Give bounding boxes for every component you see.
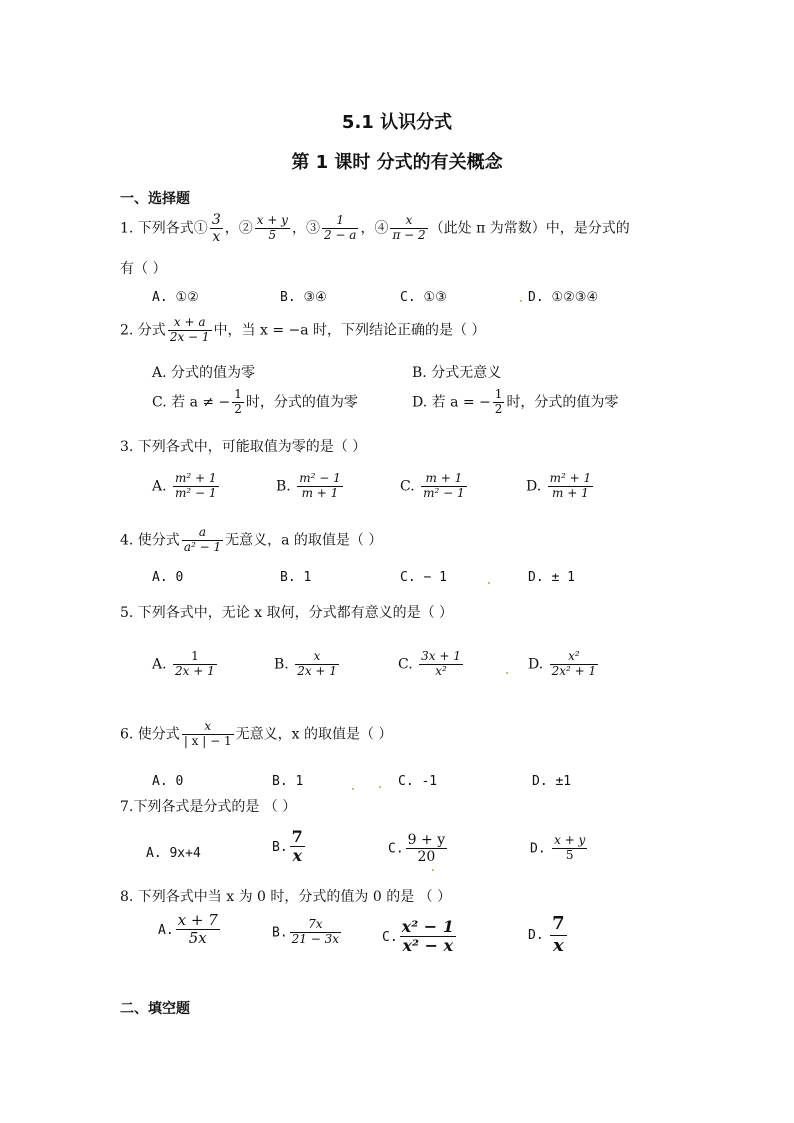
denominator: 2x − 1 bbox=[169, 329, 210, 344]
denominator: x² bbox=[419, 664, 463, 679]
scan-speck bbox=[506, 672, 508, 674]
denominator: 2x² + 1 bbox=[551, 663, 597, 678]
question-2 bbox=[120, 316, 486, 345]
q5-option-c bbox=[398, 650, 465, 679]
q1-label: 1. 下列各式① bbox=[120, 220, 208, 237]
q4-label: 4. 使分式 bbox=[120, 532, 180, 549]
option-letter: C. bbox=[400, 478, 415, 495]
q6-label: 6. 使分式 bbox=[120, 726, 180, 743]
q7-label: 7.下列各式是分式的是 （ ） bbox=[120, 799, 297, 815]
option-fraction bbox=[297, 472, 343, 501]
q8-option-a bbox=[158, 912, 222, 948]
q8-label: 8. 下列各式中当 x 为 0 时，分式的值为 0 的是 （ ） bbox=[120, 889, 452, 905]
q1-sep-2: ，② bbox=[224, 220, 253, 237]
q2-d-prefix: D. 若 a = − bbox=[412, 394, 491, 411]
numerator: m² + 1 bbox=[549, 471, 592, 485]
denominator: 2 bbox=[494, 401, 503, 416]
q7-option-d bbox=[530, 834, 589, 863]
option-fraction bbox=[552, 834, 587, 863]
q1-fraction-3 bbox=[322, 214, 358, 243]
option-fraction bbox=[176, 912, 220, 948]
scan-speck bbox=[488, 582, 490, 584]
numerator: x bbox=[313, 649, 321, 663]
q2-c-fraction bbox=[232, 388, 244, 417]
page-title: 5.1 认识分式 bbox=[341, 112, 453, 133]
denominator: 2x + 1 bbox=[297, 663, 337, 678]
numerator: x² − 1 bbox=[401, 917, 454, 936]
q4-option-a: A. 0 bbox=[152, 570, 184, 585]
option-fraction bbox=[548, 472, 594, 501]
denominator: x bbox=[210, 228, 223, 245]
q3-option-b bbox=[276, 472, 345, 501]
q8-option-c bbox=[382, 918, 458, 956]
option-letter: B. bbox=[274, 656, 289, 673]
option-fraction bbox=[173, 650, 217, 679]
denominator: m² − 1 bbox=[423, 485, 465, 500]
numerator: 7 bbox=[291, 827, 303, 846]
scan-speck bbox=[520, 300, 522, 302]
q4-option-d: D. ± 1 bbox=[528, 570, 575, 585]
q8-option-b bbox=[272, 918, 343, 947]
denominator: m + 1 bbox=[297, 486, 343, 501]
numerator: x² bbox=[568, 649, 580, 663]
q2-tail: 中，当 x = −a 时，下列结论正确的是（ ） bbox=[213, 322, 486, 339]
option-letter: D. bbox=[530, 841, 546, 857]
q6-fraction bbox=[182, 720, 234, 749]
denominator: m² − 1 bbox=[175, 485, 217, 500]
numerator: 1 bbox=[494, 387, 503, 401]
q5-option-a bbox=[152, 650, 219, 679]
q7-option-b bbox=[272, 828, 307, 866]
q2-d-suffix: 时，分式的值为零 bbox=[506, 394, 619, 411]
q1-option-d: D. ①②③④ bbox=[528, 290, 599, 305]
option-letter: D. bbox=[528, 656, 544, 673]
option-fraction bbox=[290, 918, 341, 947]
numerator: x + 7 bbox=[177, 911, 218, 929]
option-letter: B. bbox=[276, 478, 291, 495]
option-letter: A. bbox=[158, 922, 174, 938]
q1-fraction-1 bbox=[210, 212, 223, 245]
q5-label: 5. 下列各式中，无论 x 取何，分式都有意义的是（ ） bbox=[120, 605, 454, 621]
denominator: m + 1 bbox=[548, 486, 594, 501]
numerator: x + a bbox=[173, 315, 206, 329]
option-letter: B. bbox=[272, 925, 288, 941]
scan-speck bbox=[432, 869, 434, 871]
q1-option-c: C. ①③ bbox=[400, 290, 447, 305]
q3-option-c bbox=[400, 472, 469, 501]
q6-tail: 无意义，x 的取值是（ ） bbox=[235, 726, 393, 743]
q1-sep-4: ，④ bbox=[360, 220, 389, 237]
option-letter: C. bbox=[398, 656, 413, 673]
q1-sep-3: ，③ bbox=[291, 220, 320, 237]
numerator: 9 + y bbox=[407, 832, 446, 848]
scan-speck bbox=[352, 788, 354, 790]
q4-tail: 无意义，a 的取值是（ ） bbox=[225, 532, 383, 549]
q2-d-fraction bbox=[493, 388, 505, 417]
numerator: a bbox=[198, 525, 207, 539]
q3-label: 3. 下列各式中，可能取值为零的是（ ） bbox=[120, 439, 367, 455]
option-fraction bbox=[419, 650, 463, 679]
denominator: a² − 1 bbox=[183, 539, 222, 554]
q2-option-a: A. 分式的值为零 bbox=[152, 365, 256, 381]
page-subtitle: 第 1 课时 分式的有关概念 bbox=[291, 152, 503, 173]
numerator: 3 bbox=[211, 212, 221, 228]
option-letter: C. bbox=[382, 929, 398, 945]
section-heading-fill: 二、填空题 bbox=[120, 1001, 190, 1017]
q3-option-d bbox=[526, 472, 595, 501]
question-4 bbox=[120, 526, 382, 555]
q6-option-c: C. -1 bbox=[398, 774, 438, 789]
q1-option-b: B. ③④ bbox=[280, 290, 327, 305]
q1-fraction-4 bbox=[390, 214, 427, 243]
numerator: 7x bbox=[308, 917, 323, 931]
numerator: x + y bbox=[554, 833, 586, 847]
numerator: 1 bbox=[234, 387, 242, 401]
q4-option-b: B. 1 bbox=[280, 570, 312, 585]
denominator: 5 bbox=[552, 848, 587, 863]
q2-option-c bbox=[152, 388, 358, 417]
q7-option-c bbox=[388, 832, 449, 865]
option-fraction bbox=[400, 918, 456, 956]
denominator: x bbox=[290, 846, 305, 865]
option-letter: A. bbox=[152, 656, 167, 673]
option-fraction bbox=[406, 832, 447, 865]
denominator: 2 − a bbox=[323, 228, 357, 243]
q6-option-b: B. 1 bbox=[272, 774, 304, 789]
question-6 bbox=[120, 720, 392, 749]
q1-option-a: A. ①② bbox=[152, 290, 199, 305]
q1-line-2: 有（ ） bbox=[120, 261, 167, 277]
denominator: π − 2 bbox=[392, 228, 426, 243]
option-fraction bbox=[550, 650, 599, 679]
option-fraction bbox=[290, 828, 305, 866]
q2-label: 2. 分式 bbox=[120, 322, 166, 339]
option-letter: A. bbox=[152, 478, 167, 495]
q7-option-a: A. 9x+4 bbox=[146, 846, 201, 861]
numerator: x bbox=[204, 719, 212, 733]
denominator: 2x + 1 bbox=[175, 663, 215, 678]
q4-option-c: C. − 1 bbox=[400, 570, 447, 585]
numerator: m² − 1 bbox=[299, 471, 341, 485]
numerator: m² + 1 bbox=[175, 471, 217, 485]
q2-c-prefix: C. 若 a ≠ − bbox=[152, 394, 231, 411]
q2-option-b: B. 分式无意义 bbox=[412, 365, 502, 381]
q1-fraction-2 bbox=[255, 214, 290, 243]
option-letter: D. bbox=[526, 478, 542, 495]
section-heading-choice: 一、选择题 bbox=[120, 191, 190, 207]
option-letter: C. bbox=[388, 841, 404, 857]
numerator: x bbox=[405, 213, 413, 228]
denominator: | x | − 1 bbox=[183, 733, 232, 748]
denominator: 21 − 3x bbox=[291, 931, 340, 946]
denominator: 5x bbox=[176, 929, 220, 947]
denominator: 5 bbox=[255, 228, 290, 243]
q2-fraction bbox=[168, 316, 212, 345]
numerator: 7 bbox=[552, 913, 565, 934]
denominator: 2 bbox=[234, 401, 242, 416]
option-fraction bbox=[295, 650, 339, 679]
numerator: 3x + 1 bbox=[421, 649, 461, 663]
numerator: 1 bbox=[336, 213, 345, 228]
q1-tail: （此处 π 为常数）中，是分式的 bbox=[429, 220, 630, 237]
numerator: x + y bbox=[256, 213, 288, 228]
scan-speck bbox=[379, 786, 381, 788]
q2-option-d bbox=[412, 388, 618, 417]
option-fraction bbox=[173, 472, 219, 501]
q5-option-d bbox=[528, 650, 600, 679]
denominator: 20 bbox=[406, 848, 447, 865]
q2-c-suffix: 时，分式的值为零 bbox=[245, 394, 358, 411]
option-fraction bbox=[421, 472, 467, 501]
q6-option-d: D. ±1 bbox=[532, 774, 572, 789]
numerator: m + 1 bbox=[425, 471, 463, 485]
denominator: x² − x bbox=[400, 936, 456, 955]
q6-option-a: A. 0 bbox=[152, 774, 184, 789]
option-letter: B. bbox=[272, 839, 288, 855]
q4-fraction bbox=[182, 526, 223, 555]
q3-option-a bbox=[152, 472, 221, 501]
question-1 bbox=[120, 212, 630, 245]
option-fraction bbox=[550, 914, 567, 956]
numerator: 1 bbox=[191, 649, 199, 663]
option-letter: D. bbox=[528, 928, 544, 944]
q5-option-b bbox=[274, 650, 341, 679]
q8-option-d bbox=[528, 914, 569, 956]
denominator: x bbox=[550, 935, 567, 957]
